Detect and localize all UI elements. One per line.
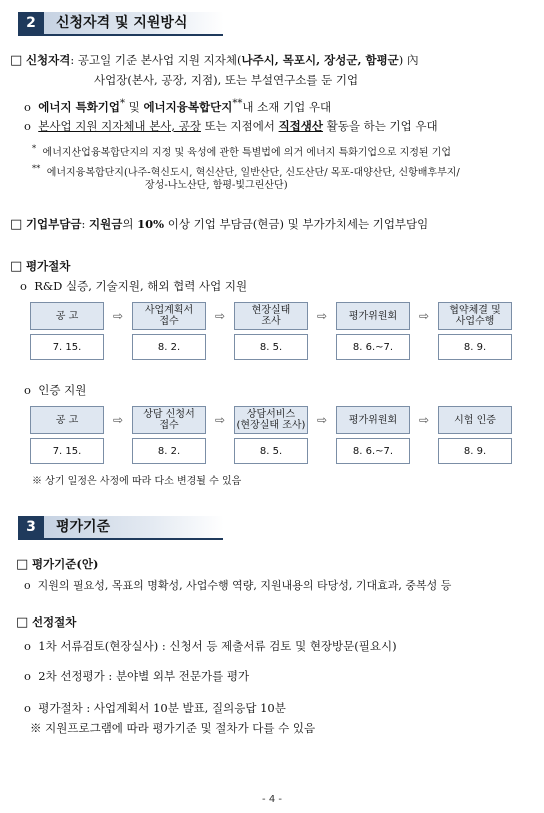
footnote-text: 에너지융복합단지(나주-혁신도시, 혁신산단, 일반산단, 신도산단/ 목포-대양산단, 신항배후부지/ — [46, 167, 460, 179]
flow-step — [234, 302, 308, 360]
section-rule — [18, 34, 223, 36]
selection-note: ※ 지원프로그램에 따라 평가기준 및 절차가 다를 수 있음 — [30, 721, 316, 735]
energy-firm-term: 에너지 특화기업 — [38, 99, 121, 114]
flow-step-label: 평가위원회 — [336, 406, 410, 434]
section-2-header — [18, 12, 223, 34]
section-3-header — [18, 516, 223, 538]
bullet-energy-firms — [24, 96, 331, 115]
process-flow-certification — [30, 406, 522, 464]
flow-step-date: 8. 6.~7. — [336, 334, 410, 360]
arrow-right-icon: ⇨ — [214, 309, 226, 323]
bullet-circle-icon: ο — [24, 579, 31, 592]
burden-subsidy: 지원금 — [89, 217, 123, 231]
eligibility-line-1 — [10, 52, 418, 69]
checkbox-square-icon: □ — [10, 259, 23, 274]
flow-step-label: 공 고 — [30, 302, 104, 330]
bullet-text-end: 활동을 하는 기업 우대 — [323, 119, 438, 133]
flow-step-label: 현장실태 조사 — [234, 302, 308, 330]
flow-step-date: 8. 5. — [234, 438, 308, 464]
arrow-right-icon: ⇨ — [418, 309, 430, 323]
flow-step-date: 8. 9. — [438, 334, 512, 360]
bullet-circle-icon: ο — [24, 701, 31, 715]
hq-factory-term: 본사업 지원 지자체내 본사, 공장 — [38, 119, 201, 133]
flow-step-date: 8. 2. — [132, 438, 206, 464]
flow-step — [30, 302, 104, 360]
section-number: 3 — [18, 516, 44, 538]
flow-step-date: 8. 5. — [234, 334, 308, 360]
selection-item-3 — [24, 700, 286, 716]
checkbox-square-icon: □ — [16, 557, 29, 572]
checkbox-square-icon: □ — [10, 53, 23, 68]
bullet-text: 또는 지점에서 — [200, 119, 279, 133]
flow-step — [132, 302, 206, 360]
burden-line — [10, 216, 428, 233]
page-number: - 4 - — [262, 794, 282, 805]
checkbox-square-icon: □ — [16, 615, 29, 630]
footnote-1 — [32, 140, 451, 161]
flow1-heading — [20, 278, 247, 294]
eligibility-text-end: ) 內 — [398, 53, 419, 67]
arrow-right-icon: ⇨ — [316, 309, 328, 323]
flow-step-date: 8. 2. — [132, 334, 206, 360]
eligibility-line-2: 사업장(본사, 공장, 지점), 또는 부설연구소를 둔 기업 — [94, 73, 359, 87]
footnote-2-cont: 장성-나노산단, 함평-빛그린산단) — [145, 180, 288, 191]
burden-text-2: 의 — [122, 217, 138, 231]
bullet-circle-icon: ο — [20, 279, 27, 293]
flow-step — [438, 406, 512, 464]
flow-step-label: 평가위원회 — [336, 302, 410, 330]
bullet-circle-icon: ο — [24, 639, 31, 653]
flow-step — [336, 406, 410, 464]
flow-step-label: 공 고 — [30, 406, 104, 434]
burden-label: 기업부담금 — [25, 217, 82, 231]
flow-step-label: 시험 인증 — [438, 406, 512, 434]
energy-complex-term: 에너지융복합단지 — [143, 99, 233, 114]
bullet-text-end: 내 소재 기업 우대 — [242, 99, 332, 114]
flow-step-label: 협약체결 및 사업수행 — [438, 302, 512, 330]
selection-text: 평가절차 : 사업계획서 10분 발표, 질의응답 10분 — [38, 701, 286, 715]
process-flow-rnd — [30, 302, 522, 360]
selection-text: 1차 서류검토(현장실사) : 신청서 등 제출서류 검토 및 현장방문(필요시) — [38, 639, 397, 653]
flow-step — [132, 406, 206, 464]
arrow-right-icon: ⇨ — [112, 309, 124, 323]
bullet-circle-icon: ο — [24, 119, 31, 133]
footnote-text: 에너지산업융복합단지의 지정 및 육성에 관한 특별법에 의거 에너지 특화기업으로 지정된 기업 — [42, 147, 452, 159]
flow-step-date: 8. 9. — [438, 438, 512, 464]
selection-item-2 — [24, 668, 249, 684]
bullet-text: 및 — [125, 99, 144, 114]
bullet-direct-production — [24, 118, 438, 134]
burden-text: : — [81, 217, 90, 231]
burden-percent: 10% — [137, 217, 165, 231]
flow-step-date: 8. 6.~7. — [336, 438, 410, 464]
flow-step — [336, 302, 410, 360]
checkbox-square-icon: □ — [10, 217, 23, 232]
arrow-right-icon: ⇨ — [214, 413, 226, 427]
arrow-right-icon: ⇨ — [316, 413, 328, 427]
criteria-heading — [16, 556, 98, 573]
selection-text: 2차 선정평가 : 분야별 외부 전문가를 평가 — [38, 669, 250, 683]
section-title: 신청자격 및 지원방식 — [56, 15, 188, 31]
section-number: 2 — [18, 12, 44, 34]
criteria-text: 지원의 필요성, 목표의 명확성, 사업수행 역량, 지원내용의 타당성, 기대효과, 중복성 등 — [37, 579, 452, 592]
selection-label: 선정절차 — [31, 615, 77, 629]
bullet-circle-icon: ο — [24, 669, 31, 683]
section-title: 평가기준 — [56, 519, 111, 535]
footnote-marker: ** — [32, 163, 41, 173]
bullet-circle-icon: ο — [24, 99, 31, 114]
flow-step-label: 상담 신청서 접수 — [132, 406, 206, 434]
criteria-label: 평가기준(안) — [31, 557, 99, 571]
selection-heading — [16, 614, 76, 631]
bullet-circle-icon: ο — [24, 383, 31, 397]
flow-step-date: 7. 15. — [30, 438, 104, 464]
eligibility-text: : 공고일 기준 본사업 지원 지자체( — [70, 53, 242, 67]
footnote-mark: * — [120, 98, 126, 109]
eligibility-regions: 나주시, 목포시, 장성군, 함평군 — [241, 53, 399, 67]
eligibility-label: 신청자격 — [25, 53, 71, 67]
criteria-bullet — [24, 578, 451, 594]
flow-step — [30, 406, 104, 464]
flow-step-label: 사업계획서 접수 — [132, 302, 206, 330]
flow-step-label: 상담서비스 (현장실태 조사) — [234, 406, 308, 434]
flow2-label: 인증 지원 — [38, 383, 87, 397]
schedule-note: ※ 상기 일정은 사정에 따라 다소 변경될 수 있음 — [32, 476, 242, 487]
arrow-right-icon: ⇨ — [418, 413, 430, 427]
selection-item-1 — [24, 638, 397, 654]
direct-production-term: 직접생산 — [278, 119, 324, 133]
flow-step — [438, 302, 512, 360]
evaluation-label: 평가절차 — [25, 259, 71, 273]
footnote-marker: * — [32, 143, 37, 153]
flow-step — [234, 406, 308, 464]
flow2-heading — [24, 382, 86, 398]
section-rule — [18, 538, 223, 540]
burden-text-3: 이상 기업 부담금(현금) 및 부가가치세는 기업부담임 — [164, 217, 429, 231]
footnote-mark-2: ** — [232, 98, 243, 109]
evaluation-heading — [10, 258, 70, 275]
arrow-right-icon: ⇨ — [112, 413, 124, 427]
flow-step-date: 7. 15. — [30, 334, 104, 360]
flow1-label: R&D 실증, 기술지원, 해외 협력 사업 지원 — [34, 279, 248, 293]
